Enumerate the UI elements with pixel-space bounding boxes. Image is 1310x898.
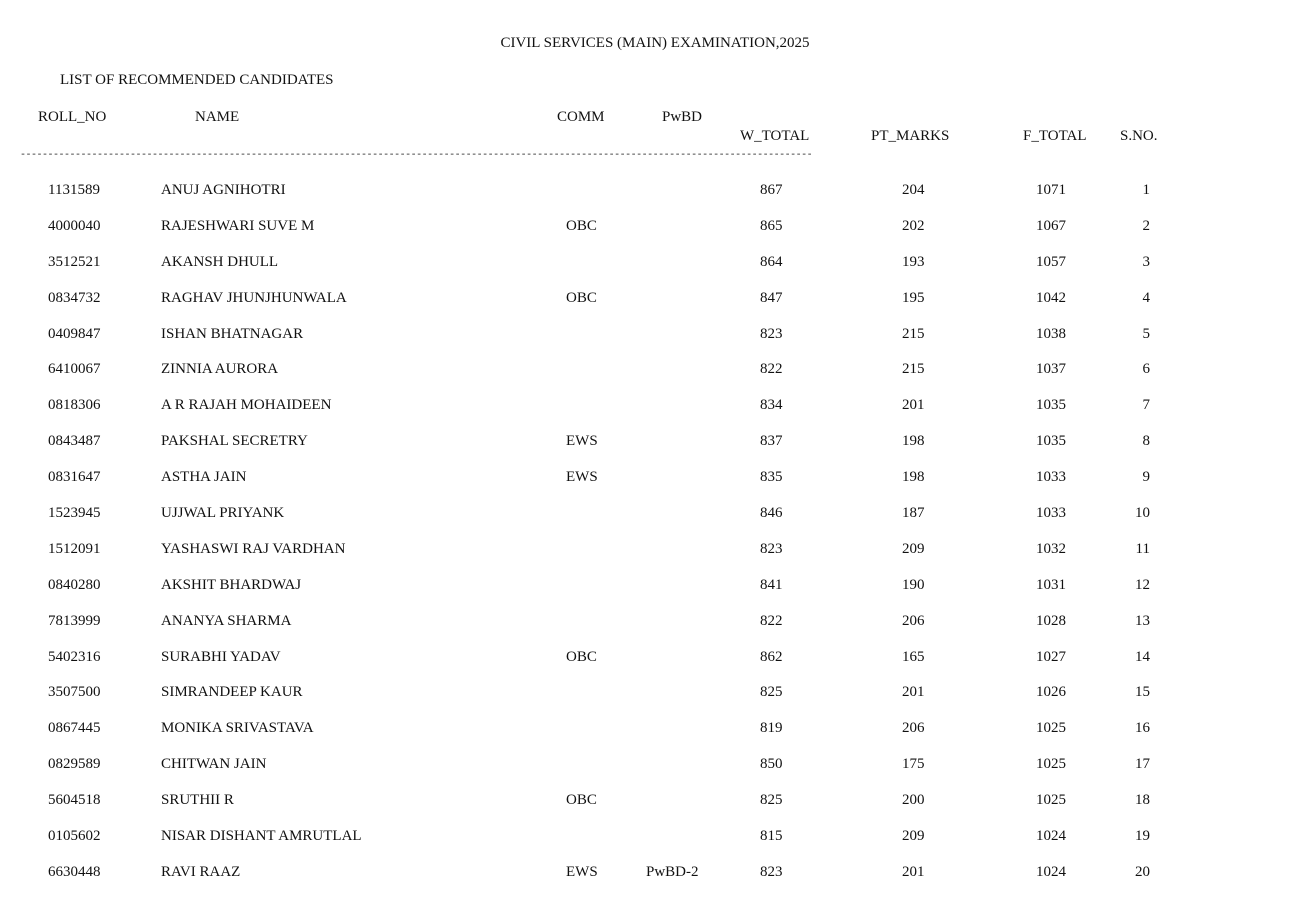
f-total-cell: 1035 [1036,433,1066,450]
header-pwbd: PwBD [662,109,703,125]
name-cell: SRUTHII R [161,792,234,809]
w-total-cell: 825 [760,792,783,809]
w-total-cell: 847 [760,289,783,306]
s-no-cell: 20 [1135,863,1150,880]
pt-marks-cell: 165 [902,648,925,665]
s-no-cell: 5 [1142,325,1150,342]
header-f-total: F_TOTAL [1023,128,1087,144]
s-no-cell: 19 [1135,828,1150,845]
s-no-cell: 7 [1142,397,1150,414]
table-row [0,567,1200,603]
pt-marks-cell: 201 [902,863,925,880]
s-no-cell: 14 [1135,648,1150,665]
header-w-total: W_TOTAL [740,128,810,144]
name-cell: YASHASWI RAJ VARDHAN [161,540,346,557]
candidate-list [0,172,1200,890]
name-cell: RAGHAV JHUNJHUNWALA [161,289,347,306]
table-row [0,495,1200,531]
w-total-cell: 823 [760,540,783,557]
f-total-cell: 1035 [1036,397,1066,414]
header-s-no: S.NO. [1120,128,1158,144]
s-no-cell: 1 [1142,182,1150,198]
pt-marks-cell: 209 [902,828,925,845]
pt-marks-cell: 206 [902,720,925,737]
w-total-cell: 834 [760,397,783,414]
f-total-cell: 1026 [1036,684,1066,701]
f-total-cell: 1033 [1036,505,1066,522]
roll-no-cell: 7813999 [48,612,101,629]
s-no-cell: 17 [1135,756,1150,773]
f-total-cell: 1042 [1036,289,1066,306]
table-row [0,818,1200,854]
s-no-cell: 15 [1135,684,1150,701]
f-total-cell: 1038 [1036,325,1066,342]
table-row [0,639,1200,675]
s-no-cell: 11 [1135,540,1150,557]
pt-marks-cell: 204 [902,182,925,198]
table-row [0,782,1200,818]
page-title: CIVIL SERVICES (MAIN) EXAMINATION,2025 [500,35,810,51]
name-cell: ASTHA JAIN [161,469,247,486]
w-total-cell: 819 [760,720,783,737]
roll-no-cell: 0409847 [48,325,101,342]
roll-no-cell: 3512521 [48,253,101,270]
s-no-cell: 10 [1135,505,1150,522]
name-cell: CHITWAN JAIN [161,756,267,773]
table-row [0,387,1200,423]
s-no-cell: 16 [1135,720,1150,737]
pt-marks-cell: 201 [902,397,925,414]
roll-no-cell: 6630448 [48,863,101,880]
table-row [0,208,1200,244]
pt-marks-cell: 195 [902,289,925,306]
pt-marks-cell: 206 [902,612,925,629]
name-cell: ZINNIA AURORA [161,361,279,378]
header-roll-no: ROLL_NO [38,109,107,125]
comm-cell: OBC [566,289,597,306]
w-total-cell: 815 [760,828,783,845]
table-row [0,316,1200,352]
name-cell: RAJESHWARI SUVE M [161,217,315,234]
w-total-cell: 864 [760,253,783,270]
table-row [0,603,1200,639]
name-cell: AKANSH DHULL [161,253,279,270]
comm-cell: EWS [566,469,598,486]
roll-no-cell: 0831647 [48,469,101,486]
pt-marks-cell: 198 [902,469,925,486]
name-cell: RAVI RAAZ [161,863,241,880]
name-cell: MONIKA SRIVASTAVA [161,720,314,737]
f-total-cell: 1025 [1036,720,1066,737]
pt-marks-cell: 215 [902,325,925,342]
w-total-cell: 823 [760,863,783,880]
w-total-cell: 825 [760,684,783,701]
table-row [0,531,1200,567]
w-total-cell: 865 [760,217,783,234]
name-cell: UJJWAL PRIYANK [161,505,285,522]
w-total-cell: 862 [760,648,783,665]
roll-no-cell: 1131589 [48,182,100,198]
f-total-cell: 1037 [1036,361,1066,378]
pt-marks-cell: 198 [902,433,925,450]
table-row [0,854,1200,890]
s-no-cell: 4 [1142,289,1150,306]
f-total-cell: 1025 [1036,756,1066,773]
w-total-cell: 823 [760,325,783,342]
f-total-cell: 1071 [1036,182,1066,198]
roll-no-cell: 0843487 [48,433,101,450]
w-total-cell: 850 [760,756,783,773]
table-row [0,172,1200,208]
pt-marks-cell: 209 [902,540,925,557]
table-row [0,459,1200,495]
header-comm: COMM [557,109,605,125]
name-cell: NISAR DISHANT AMRUTLAL [161,828,362,845]
roll-no-cell: 6410067 [48,361,101,378]
table-row [0,244,1200,280]
name-cell: ISHAN BHATNAGAR [161,325,304,342]
f-total-cell: 1024 [1036,828,1066,845]
s-no-cell: 12 [1135,576,1150,593]
w-total-cell: 846 [760,505,783,522]
comm-cell: OBC [566,648,597,665]
roll-no-cell: 0867445 [48,720,101,737]
w-total-cell: 822 [760,612,783,629]
f-total-cell: 1028 [1036,612,1066,629]
name-cell: SURABHI YADAV [161,648,281,665]
roll-no-cell: 0834732 [48,289,101,306]
header-divider: ------------------------------------------------------------------------------------------------------------------------------------------------ [20,150,813,161]
s-no-cell: 8 [1142,433,1150,450]
s-no-cell: 2 [1142,217,1150,234]
comm-cell: EWS [566,433,598,450]
f-total-cell: 1024 [1036,863,1066,880]
f-total-cell: 1025 [1036,792,1066,809]
f-total-cell: 1031 [1036,576,1066,593]
f-total-cell: 1057 [1036,253,1066,270]
s-no-cell: 18 [1135,792,1150,809]
f-total-cell: 1027 [1036,648,1066,665]
header-name: NAME [195,109,240,125]
s-no-cell: 9 [1142,469,1150,486]
header-pt-marks: PT_MARKS [871,128,950,144]
roll-no-cell: 0829589 [48,756,101,773]
pt-marks-cell: 190 [902,576,925,593]
pt-marks-cell: 187 [902,505,925,522]
roll-no-cell: 4000040 [48,217,101,234]
w-total-cell: 837 [760,433,783,450]
name-cell: A R RAJAH MOHAIDEEN [161,397,332,414]
roll-no-cell: 5604518 [48,792,101,809]
pt-marks-cell: 201 [902,684,925,701]
table-row [0,710,1200,746]
f-total-cell: 1033 [1036,469,1066,486]
f-total-cell: 1067 [1036,217,1066,234]
table-row [0,746,1200,782]
name-cell: PAKSHAL SECRETRY [161,433,308,450]
name-cell: AKSHIT BHARDWAJ [161,576,302,593]
roll-no-cell: 0105602 [48,828,101,845]
comm-cell: OBC [566,792,597,809]
s-no-cell: 3 [1142,253,1150,270]
table-row [0,423,1200,459]
name-cell: SIMRANDEEP KAUR [161,684,303,701]
roll-no-cell: 1512091 [48,540,101,557]
list-subtitle: LIST OF RECOMMENDED CANDIDATES [60,72,334,88]
table-row [0,280,1200,316]
pt-marks-cell: 215 [902,361,925,378]
f-total-cell: 1032 [1036,540,1066,557]
w-total-cell: 835 [760,469,783,486]
comm-cell: EWS [566,863,598,880]
w-total-cell: 841 [760,576,783,593]
pwbd-cell: PwBD-2 [646,863,699,880]
comm-cell: OBC [566,217,597,234]
roll-no-cell: 0818306 [48,397,101,414]
name-cell: ANUJ AGNIHOTRI [161,182,286,198]
name-cell: ANANYA SHARMA [161,612,292,629]
table-row [0,674,1200,710]
roll-no-cell: 3507500 [48,684,101,701]
pt-marks-cell: 193 [902,253,925,270]
w-total-cell: 867 [760,182,783,198]
pt-marks-cell: 200 [902,792,925,809]
s-no-cell: 6 [1142,361,1150,378]
roll-no-cell: 0840280 [48,576,101,593]
pt-marks-cell: 202 [902,217,925,234]
table-row [0,351,1200,387]
s-no-cell: 13 [1135,612,1150,629]
roll-no-cell: 1523945 [48,505,101,522]
roll-no-cell: 5402316 [48,648,101,665]
w-total-cell: 822 [760,361,783,378]
pt-marks-cell: 175 [902,756,925,773]
